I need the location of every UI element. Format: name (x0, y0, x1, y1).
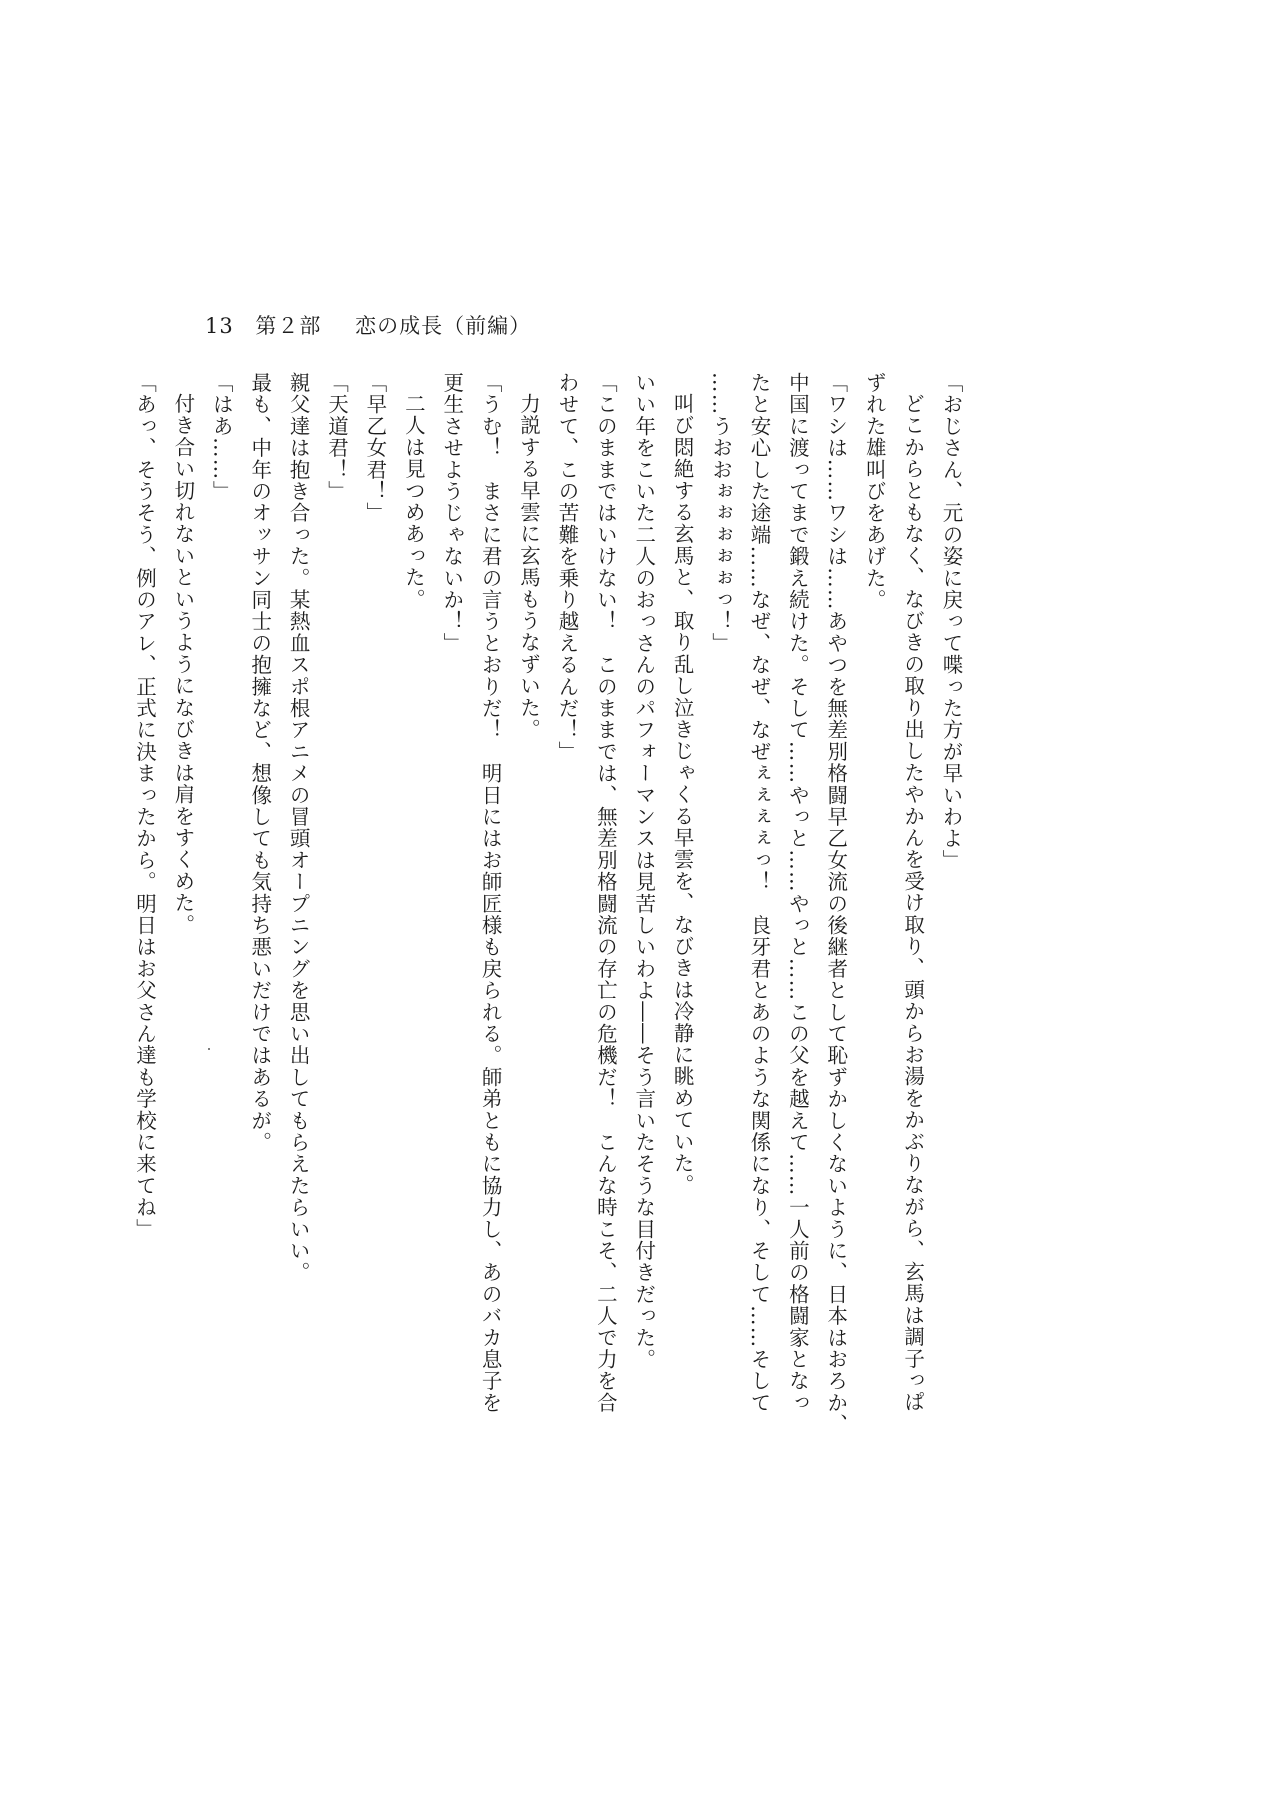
page-header (205, 310, 531, 340)
text-line: 「ワシは……ワシは……あやつを無差別格闘早乙女流の後継者として恥ずかしくないように、日本はおろか、 (823, 372, 848, 1436)
scan-speck (208, 1048, 210, 1050)
text-line: 最も、中年のオッサン同士の抱擁など、想像しても気持ち悪いだけではあるが。 (247, 372, 272, 1154)
text-line: どこからともなく、なびきの取り出したやかんを受け取り、頭からお湯をかぶりながら、玄馬は調子っぱ (900, 392, 925, 1413)
text-line: ……うおおぉぉぉぉぉっ！」 (708, 372, 733, 655)
text-line: いい年をこいた二人のおっさんのパフォーマンスは見苦しいわよ――そう言いたそうな目付きだった。 (631, 372, 656, 1371)
text-line: 「あっ、そうそう、例のアレ、正式に決まったから。明日はお父さん達も学校に来てね」 (132, 372, 157, 1240)
text-line: 叫び悶絶する玄馬と、取り乱し泣きじゃくる早雲を、なびきは冷静に眺めていた。 (670, 392, 695, 1196)
text-line: 親父達は抱き合った。某熱血スポ根アニメの冒頭オープニングを思い出してもらえたらいい。 (286, 372, 311, 1284)
part-title: 第２部 (255, 314, 322, 338)
chapter-title: 恋の成長（前編） (355, 314, 532, 338)
text-line: 二人は見つめあった。 (401, 392, 426, 610)
text-line: ずれた雄叫びをあげた。 (862, 372, 887, 611)
text-line: 「うむ！ まさに君の言うとおりだ！ 明日にはお師匠様も戻られる。師弟ともに協力し、あのバカ息子を (478, 372, 503, 1414)
text-line: 「はあ……」 (209, 372, 234, 503)
text-line: 中国に渡ってまで鍛え続けた。そして……やっと……やっと……この父を越えて……一人前の格闘家となっ (785, 372, 810, 1414)
text-line: たと安心した途端……なぜ、なぜ、なぜぇぇぇぇっ！ 良牙君とあのような関係になり、そして……そして (746, 372, 771, 1414)
text-line: 力説する早雲に玄馬もうなずいた。 (516, 392, 541, 740)
text-line: 更生させようじゃないか！」 (439, 372, 464, 655)
text-line: 「早乙女君！」 (362, 372, 387, 524)
text-line: 「このままではいけない！ このままでは、無差別格闘流の存亡の危機だ！ こんな時こそ、二人で力を合 (593, 372, 618, 1414)
text-line: 「おじさん、元の姿に戻って喋った方が早いわよ」 (939, 372, 963, 872)
text-line: 「天道君！」 (324, 372, 349, 503)
text-line: 付き合い切れないというようになびきは肩をすくめた。 (170, 392, 195, 935)
body-text (132, 372, 970, 1436)
page-number: 13 (205, 314, 234, 338)
text-line: わせて、この苦難を乗り越えるんだ！」 (554, 372, 579, 763)
